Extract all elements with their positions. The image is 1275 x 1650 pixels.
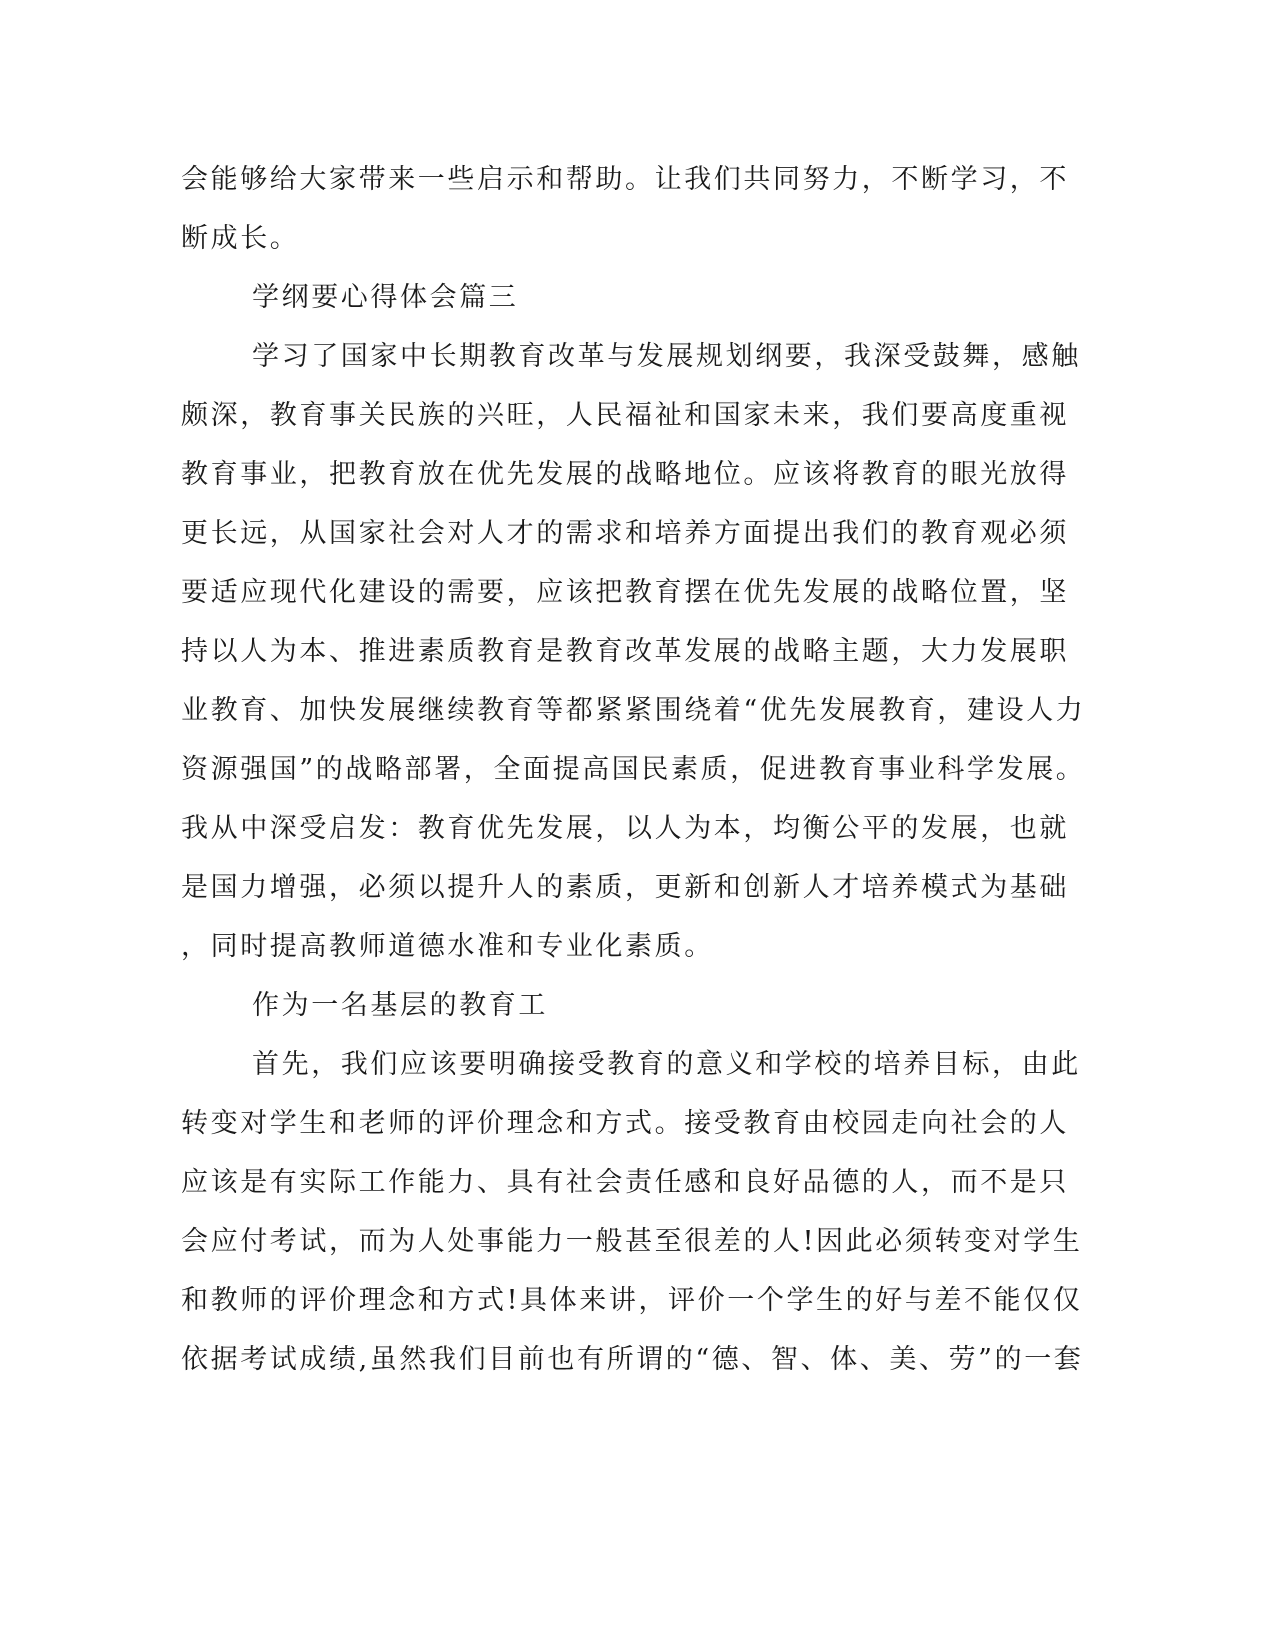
paragraph-line: 教育事业，把教育放在优先发展的战略地位。应该将教育的眼光放得 (181, 459, 1069, 490)
paragraph-line: 会应付考试，而为人处事能力一般甚至很差的人!因此必须转变对学生 (181, 1226, 1083, 1257)
paragraph-line: 学习了国家中长期教育改革与发展规划纲要，我深受鼓舞，感触 (252, 341, 1081, 372)
paragraph-line: 颇深，教育事关民族的兴旺，人民福祉和国家未来，我们要高度重视 (181, 400, 1069, 431)
section-heading: 学纲要心得体会篇三 (252, 282, 519, 313)
paragraph-line: 要适应现代化建设的需要，应该把教育摆在优先发展的战略位置，坚 (181, 577, 1069, 608)
paragraph-line: 我从中深受启发：教育优先发展，以人为本，均衡公平的发展，也就 (181, 813, 1069, 844)
paragraph-line: ，同时提高教师道德水准和专业化素质。 (181, 931, 714, 962)
paragraph-line: 业教育、加快发展继续教育等都紧紧围绕着“优先发展教育，建设人力 (181, 695, 1086, 726)
paragraph-line: 依据考试成绩,虽然我们目前也有所谓的“德、智、体、美、劳”的一套 (181, 1344, 1084, 1375)
paragraph-line: 会能够给大家带来一些启示和帮助。让我们共同努力，不断学习，不 (181, 164, 1069, 195)
paragraph-line: 断成长。 (181, 223, 300, 254)
paragraph-line: 和教师的评价理念和方式!具体来讲，评价一个学生的好与差不能仅仅 (181, 1285, 1083, 1316)
paragraph-line: 应该是有实际工作能力、具有社会责任感和良好品德的人，而不是只 (181, 1167, 1069, 1198)
paragraph-line: 是国力增强，必须以提升人的素质，更新和创新人才培养模式为基础 (181, 872, 1069, 903)
paragraph-line: 持以人为本、推进素质教育是教育改革发展的战略主题，大力发展职 (181, 636, 1069, 667)
paragraph-line: 转变对学生和老师的评价理念和方式。接受教育由校园走向社会的人 (181, 1108, 1069, 1139)
section-heading: 作为一名基层的教育工 (252, 990, 548, 1021)
paragraph-line: 首先，我们应该要明确接受教育的意义和学校的培养目标，由此 (252, 1049, 1081, 1080)
paragraph-line: 资源强国”的战略部署，全面提高国民素质，促进教育事业科学发展。 (181, 754, 1086, 785)
paragraph-line: 更长远，从国家社会对人才的需求和培养方面提出我们的教育观必须 (181, 518, 1069, 549)
